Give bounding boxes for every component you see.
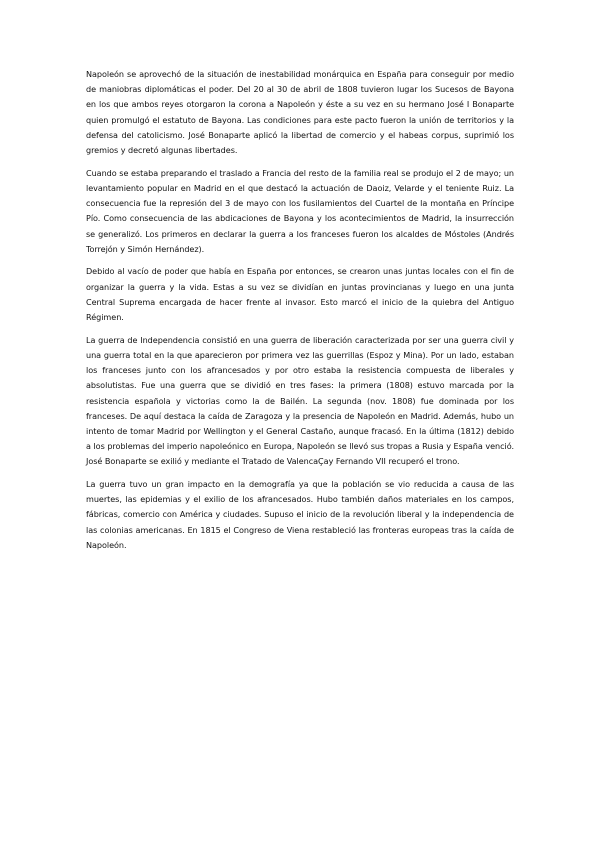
paragraph-guerra-independencia: La guerra de Independencia consistió en una guerra de liberación caracterizada por ser una guerra civil y una guerra total en la que aparecieron por primera vez las guerrillas (Espoz y Mina). Por un lado, estaban los franceses junto con los afrancesados y por otro estaba la resistencia compuesta de liberales y absolutistas. Fue una guerra que se dividió en tres fases: la primera (1808) estuvo marcada por la resistencia española y victorias como la de Bailén. La segunda (nov. 1808) fue dominada por los franceses. De aquí destaca la caída de Zaragoza y la presencia de Napoleón en Madrid. Además, hubo un intento de tomar Madrid por Wellington y el General Castaño, aunque fracasó. En la última (1812) debido a los problemas del imperio napoleónico en Europa, Napoleón se llevó sus tropas a Rusia y España venció. José Bonaparte se exilió y mediante el Tratado de ValencaÇay Fernando VII recuperó el trono.: [86, 334, 514, 467]
paragraph-dos-de-mayo: Cuando se estaba preparando el traslado a Francia del resto de la familia real se produjo el 2 de mayo; un levantamiento popular en Madrid en el que destacó la actuación de Daoiz, Velarde y el teniente Ruiz. La consecuencia fue la represión del 3 de mayo con los fusilamientos del Cuartel de la montaña en Príncipe Pío. Como consecuencia de las abdicaciones de Bayona y los acontecimientos de Madrid, la insurrección se generalizó. Los primeros en declarar la guerra a los franceses fueron los alcaldes de Móstoles (Andrés Torrejón y Simón Hernández).: [86, 167, 514, 254]
paragraph-juntas: Debido al vacío de poder que había en España por entonces, se crearon unas juntas locales con el fin de organizar la guerra y la vida. Estas a su vez se dividían en juntas provincianas y luego en una junta Central Suprema encargada de hacer frente al invasor. Esto marcó el inicio de la quiebra del Antiguo Régimen.: [86, 266, 514, 323]
paragraph-bayona: Napoleón se aprovechó de la situación de inestabilidad monárquica en España para conseguir por medio de maniobras diplomáticas el poder. Del 20 al 30 de abril de 1808 tuvieron lugar los Sucesos de Bayona en los que ambos reyes otorgaron la corona a Napoleón y éste a su vez en su hermano José I Bonaparte quien promulgó el estatuto de Bayona. Las condiciones para este pacto fueron la unión de territorios y la defensa del catolicismo. José Bonaparte aplicó la libertad de comercio y el habeas corpus, suprimió los gremios y decretó algunas libertades.: [86, 69, 514, 156]
paragraph-consecuencias: La guerra tuvo un gran impacto en la demografía ya que la población se vio reducida a causa de las muertes, las epidemias y el exilio de los afrancesados. Hubo también daños materiales en los campos, fábricas, comercio con América y ciudades. Supuso el inicio de la revolución liberal y la independencia de las colonias americanas. En 1815 el Congreso de Viena restableció las fronteras europeas tras la caída de Napoleón.: [86, 479, 514, 550]
document-body: [86, 67, 514, 561]
